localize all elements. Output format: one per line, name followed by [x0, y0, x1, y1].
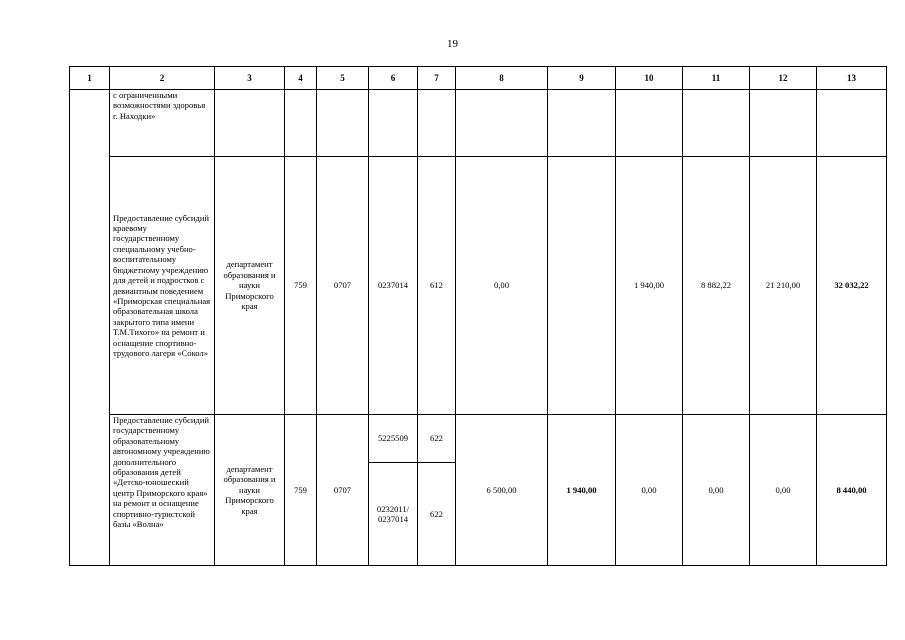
- table-row: [70, 90, 887, 157]
- amount-cell: 1 940,00: [548, 415, 616, 566]
- amount-cell: 1 940,00: [616, 157, 683, 415]
- table-cell: [317, 90, 369, 157]
- expense-type-cell: 622: [418, 415, 456, 463]
- ministry-code-cell: 759: [285, 157, 317, 415]
- section-code-cell: 0707: [317, 415, 369, 566]
- table-row: [70, 415, 887, 463]
- header-col-13: 13: [817, 67, 887, 90]
- description-cell: Предоставление субсидий государственному образовательному автономному учреждению дополнительного образования детей «Детско-юношеский центр Приморского края» на ремонт и оснащение спортивно-туристской базы «Волна»: [110, 415, 215, 566]
- header-col-3: 3: [215, 67, 285, 90]
- amount-cell: 0,00: [456, 157, 548, 415]
- expense-type-cell: 612: [418, 157, 456, 415]
- header-col-6: 6: [369, 67, 418, 90]
- amount-cell: 6 500,00: [456, 415, 548, 566]
- target-code-cell: 5225509: [369, 415, 418, 463]
- header-col-12: 12: [750, 67, 817, 90]
- budget-table: [69, 66, 887, 566]
- table-cell: [418, 90, 456, 157]
- section-code-cell: 0707: [317, 157, 369, 415]
- header-col-9: 9: [548, 67, 616, 90]
- amount-cell: 0,00: [750, 415, 817, 566]
- amount-cell: 0,00: [683, 415, 750, 566]
- table-cell: [817, 90, 887, 157]
- row-number-cell: [70, 90, 110, 566]
- table-cell: [285, 90, 317, 157]
- table-cell: [369, 90, 418, 157]
- amount-cell: 8 882,22: [683, 157, 750, 415]
- expense-type-cell: 622: [418, 463, 456, 566]
- target-code-cell: 0237014: [369, 157, 418, 415]
- header-col-7: 7: [418, 67, 456, 90]
- table-cell: [215, 90, 285, 157]
- table-cell: [750, 90, 817, 157]
- table-cell: [548, 90, 616, 157]
- header-col-11: 11: [683, 67, 750, 90]
- table-cell: [683, 90, 750, 157]
- header-col-2: 2: [110, 67, 215, 90]
- table-cell: [456, 90, 548, 157]
- department-cell: департамент образования и науки Приморского края: [215, 415, 285, 566]
- total-cell: 8 440,00: [817, 415, 887, 566]
- department-cell: департамент образования и науки Приморского края: [215, 157, 285, 415]
- description-cell: с ограниченными возможностями здоровья г. Находки»: [110, 90, 215, 157]
- ministry-code-cell: 759: [285, 415, 317, 566]
- header-col-4: 4: [285, 67, 317, 90]
- total-cell: 32 032,22: [817, 157, 887, 415]
- page-number: 19: [447, 38, 458, 50]
- header-col-8: 8: [456, 67, 548, 90]
- amount-cell: [548, 157, 616, 415]
- header-col-10: 10: [616, 67, 683, 90]
- header-col-1: 1: [70, 67, 110, 90]
- header-col-5: 5: [317, 67, 369, 90]
- table-cell: [616, 90, 683, 157]
- header-row: [70, 67, 887, 90]
- description-cell: Предоставление субсидий краевому государственному специальному учебно-воспитательному бюджетному учреждению для детей и подростков с девиантным поведением «Приморская специальная образовательная школа закрытого типа имени Т.М.Тихого» на ремонт и оснащение спортивно-трудового лагеря «Сокол»: [110, 157, 215, 415]
- target-code-cell: 0232011/ 0237014: [369, 463, 418, 566]
- table-row: [70, 157, 887, 415]
- amount-cell: 21 210,00: [750, 157, 817, 415]
- amount-cell: 0,00: [616, 415, 683, 566]
